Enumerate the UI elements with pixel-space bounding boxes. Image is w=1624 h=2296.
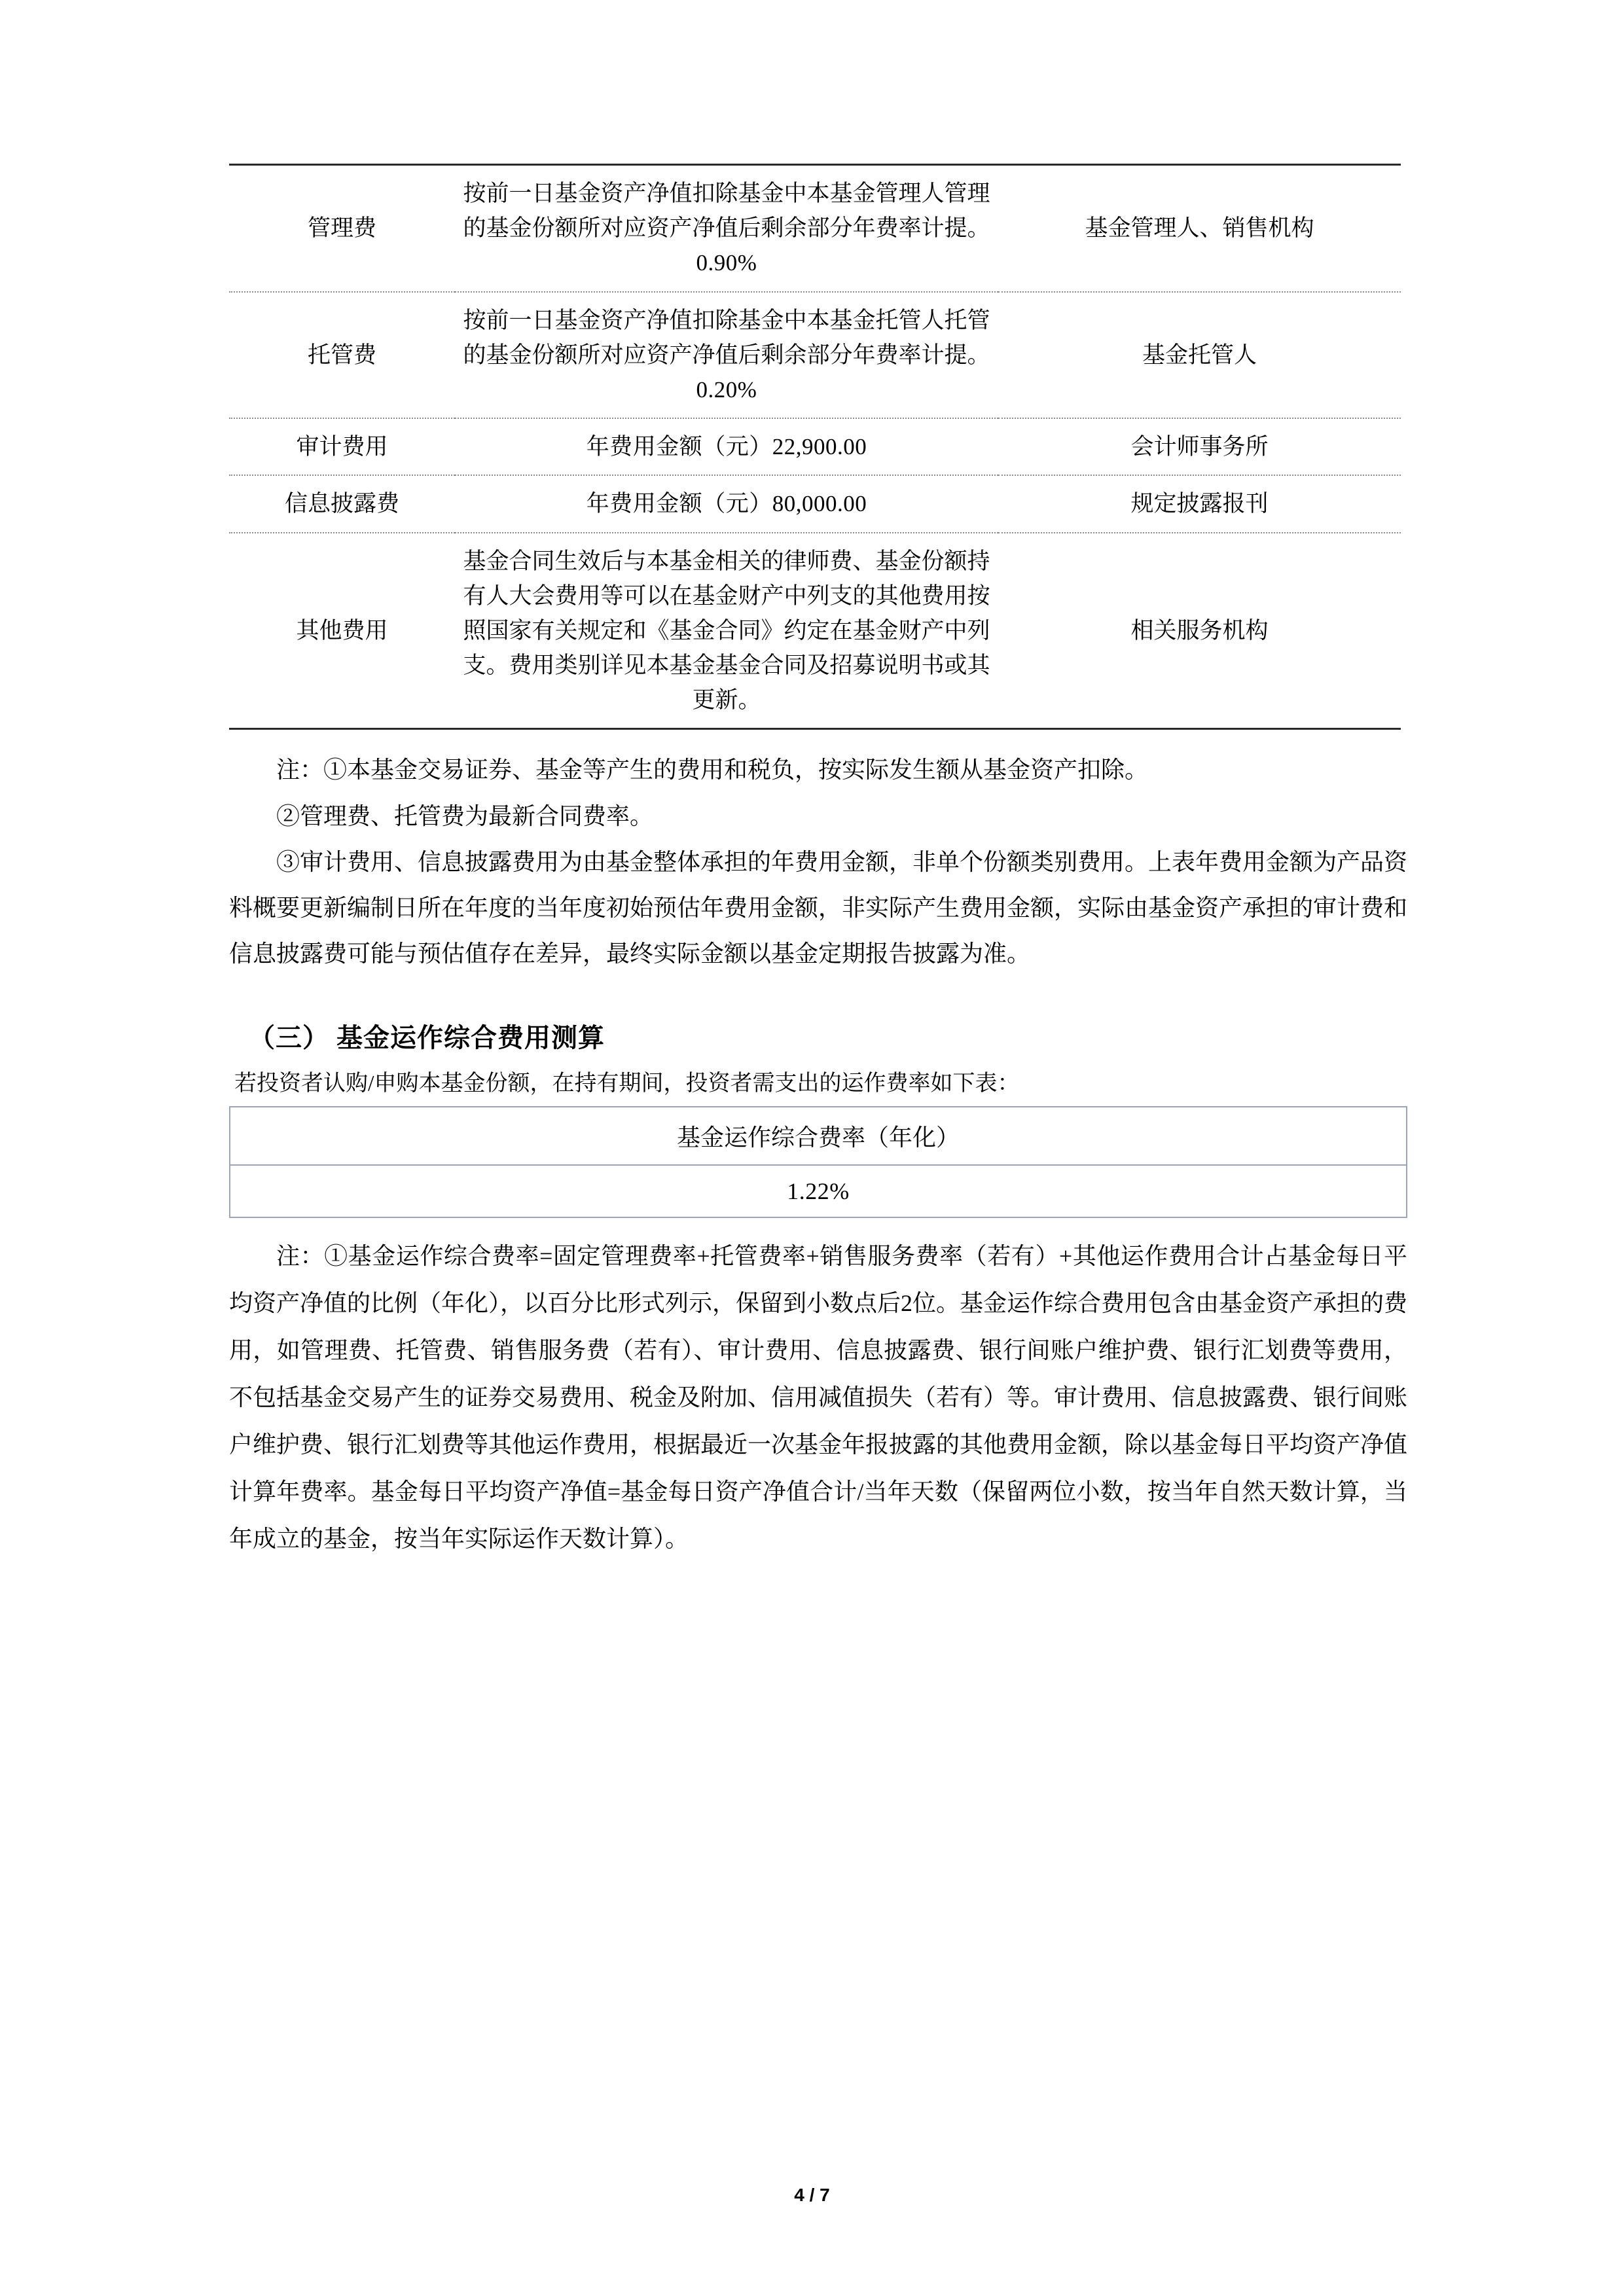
table-row: [230, 1107, 1407, 1165]
fee-desc: [455, 165, 998, 292]
fee-desc-text: 按前一日基金资产净值扣除基金中本基金托管人托管的基金份额所对应资产净值后剩余部分年费率计提。: [463, 307, 990, 368]
fee-payee: 相关服务机构: [998, 533, 1401, 729]
page-footer: 4 / 7: [794, 2185, 830, 2205]
note-item-2: ②管理费、托管费为最新合同费率。: [276, 802, 654, 829]
table-row: [229, 292, 1401, 419]
ratio-table-value: 1.22%: [230, 1165, 1407, 1217]
table-row: [230, 1165, 1407, 1217]
fee-name: 信息披露费: [229, 475, 455, 532]
fee-desc: 基金合同生效后与本基金相关的律师费、基金份额持有人大会费用等可以在基金财产中列支的其他费用按照国家有关规定和《基金合同》约定在基金财产中列支。费用类别详见本基金基金合同及招募说明书或其更新。: [455, 533, 998, 729]
fee-payee: 规定披露报刊: [998, 475, 1401, 532]
fee-table-notes: [229, 747, 1407, 977]
ratio-table-header: 基金运作综合费率（年化）: [230, 1107, 1407, 1165]
fee-desc-text: 按前一日基金资产净值扣除基金中本基金管理人管理的基金份额所对应资产净值后剩余部分年费率计提。: [463, 181, 990, 242]
fee-desc-value: 0.90%: [696, 250, 757, 276]
table-row: [229, 165, 1401, 292]
note-item-3: ③审计费用、信息披露费用为由基金整体承担的年费用金额，非单个份额类别费用。上表年费用金额为产品资料概要更新编制日所在年度的当年度初始预估年费用金额，非实际产生费用金额，实际由基金资产承担的审计费和信息披露费可能与预估值存在差异，最终实际金额以基金定期报告披露为准。: [229, 848, 1408, 967]
fee-desc-value: 0.20%: [696, 376, 757, 403]
section-heading: （三） 基金运作综合费用测算: [249, 1023, 605, 1053]
fee-payee: 会计师事务所: [998, 418, 1401, 475]
fee-name: 管理费: [229, 165, 455, 292]
fee-name: 其他费用: [229, 533, 455, 729]
table-row: [229, 533, 1401, 729]
fee-desc: [455, 292, 998, 419]
fee-desc: 年费用金额（元）22,900.00: [455, 418, 998, 475]
fee-name: 审计费用: [229, 418, 455, 475]
fee-desc: 年费用金额（元）80,000.00: [455, 475, 998, 532]
note-item-1: 注：①本基金交易证券、基金等产生的费用和税负，按实际发生额从基金资产扣除。: [276, 757, 1149, 783]
fee-name: 托管费: [229, 292, 455, 419]
fee-payee: 基金托管人: [998, 292, 1401, 419]
operating-ratio-note: 注：①基金运作综合费率=固定管理费率+托管费率+销售服务费率（若有）+其他运作费用合计占基金每日平均资产净值的比例（年化），以百分比形式列示，保留到小数点后2位。基金运作综合费用包含由基金资产承担的费用，如管理费、托管费、销售服务费（若有）、审计费用、信息披露费、银行间账户维护费、银行汇划费等费用，不包括基金交易产生的证券交易费用、税金及附加、信用减值损失（若有）等。审计费用、信息披露费、银行间账户维护费、银行汇划费等其他运作费用，根据最近一次基金年报披露的其他费用金额，除以基金每日平均资产净值计算年费率。基金每日平均资产净值=基金每日资产净值合计/当年天数（保留两位小数，按当年自然天数计算，当年成立的基金，按当年实际运作天数计算）。: [229, 1243, 1408, 1552]
operating-ratio-table: [229, 1106, 1407, 1218]
fee-table: [229, 164, 1401, 730]
fee-payee: 基金管理人、销售机构: [998, 165, 1401, 292]
section-subtitle: 若投资者认购/申购本基金份额，在持有期间，投资者需支出的运作费率如下表：: [234, 1071, 1020, 1096]
table-row: [229, 475, 1401, 532]
table-row: [229, 418, 1401, 475]
